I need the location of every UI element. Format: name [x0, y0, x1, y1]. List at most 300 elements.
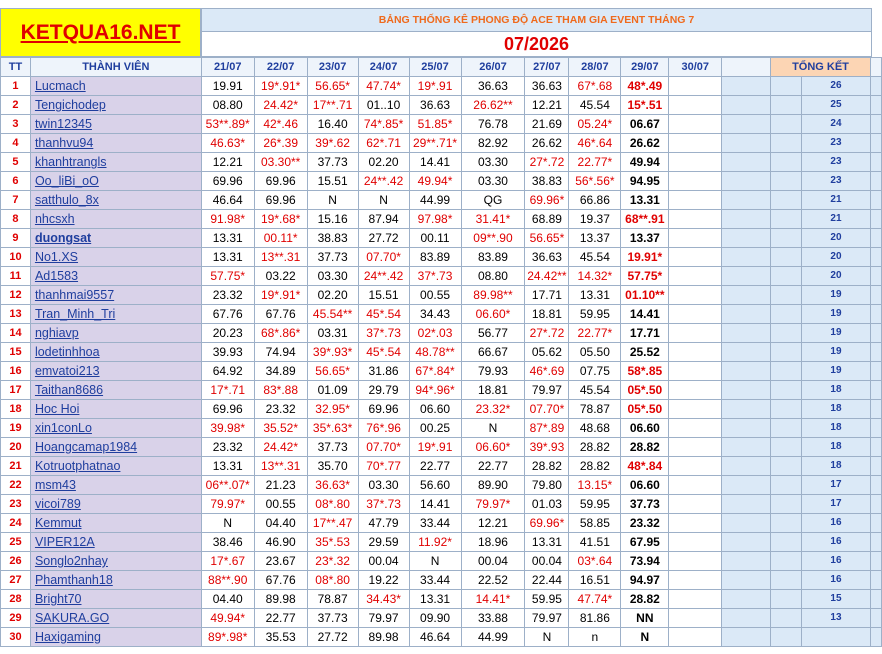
day-cell: 06.60: [621, 476, 669, 495]
day-cell: 17*.67: [201, 552, 254, 571]
header-member: THÀNH VIÊN: [30, 58, 201, 77]
gap-cell-end: [870, 115, 881, 134]
day-cell: 33.44: [409, 571, 461, 590]
gap-cell: [722, 362, 771, 381]
day-cell: [669, 476, 722, 495]
day-cell: 18.81: [525, 305, 569, 324]
row-number: 24: [1, 514, 31, 533]
gap-cell: [722, 77, 771, 96]
gap-cell: [722, 153, 771, 172]
table-row: [1, 267, 882, 286]
row-number: 22: [1, 476, 31, 495]
day-cell: 08.80: [461, 267, 525, 286]
day-cell: 37*.73: [358, 324, 409, 343]
day-cell: 01.09: [307, 381, 358, 400]
member-link[interactable]: Lucmach: [34, 79, 86, 93]
day-cell: 69.96: [201, 400, 254, 419]
day-cell: 68.89: [525, 210, 569, 229]
day-cell: 37.73: [307, 438, 358, 457]
day-cell: [669, 286, 722, 305]
day-cell: 01.10**: [621, 286, 669, 305]
day-cell: 57.75*: [201, 267, 254, 286]
total-score: 13: [802, 609, 871, 628]
day-cell: 59.95: [569, 495, 621, 514]
day-cell: 08*.80: [307, 495, 358, 514]
blank-cell: [771, 476, 802, 495]
table-row: [1, 533, 882, 552]
blank-cell: [771, 153, 802, 172]
day-cell: 57.75*: [621, 267, 669, 286]
day-cell: [669, 343, 722, 362]
row-number: 21: [1, 457, 31, 476]
gap-cell: [722, 229, 771, 248]
day-cell: 17*.71: [201, 381, 254, 400]
day-cell: 59.95: [525, 590, 569, 609]
member-cell: [30, 628, 201, 647]
row-number: 28: [1, 590, 31, 609]
member-link[interactable]: Tran_Minh_Tri: [34, 307, 116, 321]
member-cell: [30, 134, 201, 153]
day-cell: 89.98: [358, 628, 409, 647]
gap-cell: [722, 191, 771, 210]
table-row: [1, 457, 882, 476]
member-link[interactable]: Hoc Hoi: [34, 402, 80, 416]
day-cell: 89*.98*: [201, 628, 254, 647]
day-cell: 06.67: [621, 115, 669, 134]
day-cell: 87*.89: [525, 419, 569, 438]
blank-cell: [771, 115, 802, 134]
day-cell: 19.91: [201, 77, 254, 96]
day-cell: 48*.49: [621, 77, 669, 96]
day-cell: 13.31: [201, 457, 254, 476]
day-cell: 47.74*: [358, 77, 409, 96]
gap-cell-end: [870, 362, 881, 381]
total-score: 21: [802, 191, 871, 210]
day-cell: 19*.91: [409, 438, 461, 457]
member-link[interactable]: Bright70: [34, 592, 82, 606]
day-cell: 81.86: [569, 609, 621, 628]
blank-cell: [771, 267, 802, 286]
day-cell: 00.55: [409, 286, 461, 305]
stats-table: [0, 57, 882, 647]
day-cell: 83.89: [409, 248, 461, 267]
member-link[interactable]: twin12345: [34, 117, 92, 131]
member-link[interactable]: Kotruotphatnao: [34, 459, 121, 473]
member-link[interactable]: xin1conLo: [34, 421, 92, 435]
member-link[interactable]: Taithan8686: [34, 383, 104, 397]
member-link[interactable]: msm43: [34, 478, 76, 492]
day-cell: 34.89: [254, 362, 307, 381]
gap-cell-end: [870, 286, 881, 305]
gap-cell-end: [870, 77, 881, 96]
total-score: 19: [802, 362, 871, 381]
day-cell: 37*.73: [358, 495, 409, 514]
gap-cell: [722, 115, 771, 134]
table-row: [1, 552, 882, 571]
day-cell: 97.98*: [409, 210, 461, 229]
table-row: [1, 514, 882, 533]
gap-cell: [722, 286, 771, 305]
member-link[interactable]: VIPER12A: [34, 535, 95, 549]
day-cell: 15*.51: [621, 96, 669, 115]
day-cell: N: [201, 514, 254, 533]
day-cell: 16.51: [569, 571, 621, 590]
gap-cell: [722, 134, 771, 153]
blank-cell: [771, 571, 802, 590]
day-cell: 39*.93*: [307, 343, 358, 362]
member-cell: [30, 495, 201, 514]
day-cell: 94.97: [621, 571, 669, 590]
day-cell: [669, 400, 722, 419]
day-cell: 23.32: [201, 438, 254, 457]
gap-cell-end: [870, 400, 881, 419]
day-cell: 39*.62: [307, 134, 358, 153]
total-score: 19: [802, 305, 871, 324]
total-score: 17: [802, 495, 871, 514]
day-cell: 35*.53: [307, 533, 358, 552]
day-cell: 07.70*: [358, 438, 409, 457]
gap-cell-end: [870, 191, 881, 210]
day-cell: 89.90: [461, 476, 525, 495]
day-cell: 26.62: [525, 134, 569, 153]
total-score: [802, 628, 871, 647]
row-number: 12: [1, 286, 31, 305]
day-cell: 19*.68*: [254, 210, 307, 229]
member-link[interactable]: vicoi789: [34, 497, 81, 511]
total-score: 18: [802, 381, 871, 400]
member-link[interactable]: satthulo_8x: [34, 193, 99, 207]
row-number: 18: [1, 400, 31, 419]
member-link[interactable]: nhcsxh: [34, 212, 75, 226]
day-cell: 70*.77: [358, 457, 409, 476]
blank-cell: [771, 77, 802, 96]
gap-cell: [722, 590, 771, 609]
day-cell: 39.93: [201, 343, 254, 362]
table-row: [1, 495, 882, 514]
day-cell: 58.85: [569, 514, 621, 533]
day-cell: [669, 419, 722, 438]
day-cell: 03.31: [307, 324, 358, 343]
gap-cell-end: [870, 324, 881, 343]
gap-cell-end: [870, 628, 881, 647]
day-cell: 18.81: [461, 381, 525, 400]
day-cell: [669, 96, 722, 115]
gap-cell-end: [870, 438, 881, 457]
blank-cell: [771, 210, 802, 229]
day-cell: 13.37: [621, 229, 669, 248]
day-cell: 14.41: [409, 495, 461, 514]
day-cell: 15.16: [307, 210, 358, 229]
day-cell: 19*.91*: [254, 286, 307, 305]
gap-cell-end: [870, 248, 881, 267]
day-cell: 62*.71: [358, 134, 409, 153]
day-cell: 68*.86*: [254, 324, 307, 343]
member-link[interactable]: Oo_liBi_oO: [34, 174, 99, 188]
day-cell: 67.76: [201, 305, 254, 324]
day-cell: [669, 172, 722, 191]
gap-cell: [722, 343, 771, 362]
header-date: 27/07: [525, 58, 569, 77]
day-cell: 03.22: [254, 267, 307, 286]
day-cell: 19*.91: [409, 77, 461, 96]
day-cell: 24.42*: [254, 438, 307, 457]
site-logo[interactable]: [0, 8, 201, 57]
day-cell: 38.83: [525, 172, 569, 191]
day-cell: 56.65*: [307, 362, 358, 381]
day-cell: 14.41: [409, 153, 461, 172]
day-cell: 79.93: [461, 362, 525, 381]
row-number: 17: [1, 381, 31, 400]
row-number: 2: [1, 96, 31, 115]
gap-cell-end: [870, 571, 881, 590]
total-score: 18: [802, 457, 871, 476]
day-cell: 21.23: [254, 476, 307, 495]
day-cell: 22.77: [254, 609, 307, 628]
day-cell: 56.65*: [307, 77, 358, 96]
day-cell: 64.92: [201, 362, 254, 381]
total-score: 18: [802, 419, 871, 438]
header-date: 23/07: [307, 58, 358, 77]
header-date: 22/07: [254, 58, 307, 77]
total-score: 21: [802, 210, 871, 229]
day-cell: 17**.47: [307, 514, 358, 533]
table-row: [1, 248, 882, 267]
day-cell: 36.63*: [307, 476, 358, 495]
row-number: 20: [1, 438, 31, 457]
table-row: [1, 400, 882, 419]
day-cell: 13.37: [569, 229, 621, 248]
logo-text[interactable]: KETQUA16.NET: [20, 20, 181, 44]
day-cell: 15.51: [307, 172, 358, 191]
table-row: [1, 191, 882, 210]
gap-cell-end: [870, 609, 881, 628]
day-cell: 39*.93: [525, 438, 569, 457]
gap-cell-end: [870, 552, 881, 571]
total-score: 23: [802, 134, 871, 153]
blank-cell: [771, 191, 802, 210]
member-link[interactable]: Songlo2nhay: [34, 554, 108, 568]
day-cell: 19.91*: [621, 248, 669, 267]
blank-cell: [771, 134, 802, 153]
row-number: 4: [1, 134, 31, 153]
day-cell: 76.78: [461, 115, 525, 134]
gap-cell: [722, 324, 771, 343]
day-cell: 26.62: [621, 134, 669, 153]
day-cell: 14.41*: [461, 590, 525, 609]
day-cell: 06.60*: [461, 305, 525, 324]
gap-cell-end: [870, 495, 881, 514]
day-cell: 79.80: [525, 476, 569, 495]
day-cell: 29.79: [358, 381, 409, 400]
member-link[interactable]: thanhvu94: [34, 136, 94, 150]
day-cell: 04.40: [254, 514, 307, 533]
day-cell: 48.78**: [409, 343, 461, 362]
member-link[interactable]: Kemmut: [34, 516, 82, 530]
day-cell: 36.63: [525, 248, 569, 267]
day-cell: [669, 229, 722, 248]
gap-cell: [722, 400, 771, 419]
day-cell: [669, 514, 722, 533]
row-number: 13: [1, 305, 31, 324]
day-cell: 49.94*: [201, 609, 254, 628]
table-row: [1, 77, 882, 96]
day-cell: [669, 381, 722, 400]
gap-cell-end: [870, 267, 881, 286]
day-cell: 35*.63*: [307, 419, 358, 438]
day-cell: 08.80: [201, 96, 254, 115]
day-cell: [669, 571, 722, 590]
row-number: 26: [1, 552, 31, 571]
day-cell: 14.32*: [569, 267, 621, 286]
day-cell: 69.96*: [525, 514, 569, 533]
blank-cell: [771, 286, 802, 305]
gap-cell: [722, 457, 771, 476]
member-link[interactable]: duongsat: [34, 231, 92, 245]
blank-cell: [771, 457, 802, 476]
member-link[interactable]: Ad1583: [34, 269, 79, 283]
day-cell: 01..10: [358, 96, 409, 115]
day-cell: 12.21: [525, 96, 569, 115]
member-cell: [30, 552, 201, 571]
total-score: 25: [802, 96, 871, 115]
gap-cell-end: [870, 476, 881, 495]
member-cell: [30, 571, 201, 590]
day-cell: 89.98: [254, 590, 307, 609]
gap-cell: [722, 571, 771, 590]
day-cell: 47.74*: [569, 590, 621, 609]
gap-cell-end: [870, 153, 881, 172]
day-cell: 79.97: [525, 381, 569, 400]
day-cell: 22.77: [461, 457, 525, 476]
day-cell: 48.68: [569, 419, 621, 438]
day-cell: 37.73: [307, 153, 358, 172]
day-cell: 88**.90: [201, 571, 254, 590]
member-link[interactable]: khanhtrangls: [34, 155, 107, 169]
day-cell: 56*.56*: [569, 172, 621, 191]
day-cell: 05.62: [525, 343, 569, 362]
day-cell: 19*.91*: [254, 77, 307, 96]
day-cell: 28.82: [621, 438, 669, 457]
member-cell: [30, 533, 201, 552]
day-cell: 46.64: [409, 628, 461, 647]
member-cell: [30, 457, 201, 476]
member-link[interactable]: Hoangcamap1984: [34, 440, 138, 454]
blank-cell: [771, 495, 802, 514]
member-cell: [30, 343, 201, 362]
day-cell: 41.51: [569, 533, 621, 552]
day-cell: 05*.50: [621, 381, 669, 400]
gap-cell: [722, 476, 771, 495]
total-score: 23: [802, 153, 871, 172]
member-link[interactable]: emvatoi213: [34, 364, 100, 378]
row-number: 5: [1, 153, 31, 172]
day-cell: 26.62**: [461, 96, 525, 115]
member-link[interactable]: Tengichodep: [34, 98, 106, 112]
day-cell: 21.69: [525, 115, 569, 134]
row-number: 6: [1, 172, 31, 191]
member-link[interactable]: No1.XS: [34, 250, 79, 264]
day-cell: 31.41*: [461, 210, 525, 229]
member-cell: [30, 191, 201, 210]
member-cell: [30, 77, 201, 96]
member-link[interactable]: Haxigaming: [34, 630, 101, 644]
member-cell: [30, 305, 201, 324]
day-cell: 39.98*: [201, 419, 254, 438]
gap-cell-end: [870, 305, 881, 324]
blank-cell: [771, 419, 802, 438]
table-row: [1, 419, 882, 438]
day-cell: 67.76: [254, 571, 307, 590]
day-cell: [669, 153, 722, 172]
gap-cell: [722, 419, 771, 438]
day-cell: 03*.64: [569, 552, 621, 571]
day-cell: 17.71: [621, 324, 669, 343]
total-score: 24: [802, 115, 871, 134]
day-cell: 13.31: [201, 229, 254, 248]
blank-cell: [771, 324, 802, 343]
day-cell: 38.83: [307, 229, 358, 248]
table-row: [1, 381, 882, 400]
day-cell: [669, 495, 722, 514]
member-link[interactable]: thanhmai9557: [34, 288, 115, 302]
row-number: 29: [1, 609, 31, 628]
blank-cell: [771, 362, 802, 381]
day-cell: 87.94: [358, 210, 409, 229]
row-number: 8: [1, 210, 31, 229]
member-cell: [30, 476, 201, 495]
member-link[interactable]: lodetinhhoa: [34, 345, 100, 359]
day-cell: 58*.85: [621, 362, 669, 381]
day-cell: 07.70*: [525, 400, 569, 419]
member-link[interactable]: nghiavp: [34, 326, 79, 340]
total-score: 19: [802, 324, 871, 343]
day-cell: 11.92*: [409, 533, 461, 552]
day-cell: 33.88: [461, 609, 525, 628]
blank-cell: [771, 96, 802, 115]
total-score: 19: [802, 343, 871, 362]
day-cell: 00.04: [358, 552, 409, 571]
gap-cell-end: [870, 172, 881, 191]
blank-cell: [771, 438, 802, 457]
day-cell: 34.43*: [358, 590, 409, 609]
member-cell: [30, 590, 201, 609]
member-link[interactable]: Phamthanh18: [34, 573, 113, 587]
day-cell: 00.55: [254, 495, 307, 514]
day-cell: 37.73: [621, 495, 669, 514]
gap-cell: [722, 609, 771, 628]
day-cell: 25.52: [621, 343, 669, 362]
day-cell: [669, 115, 722, 134]
blank-cell: [771, 552, 802, 571]
gap-cell-end: [870, 229, 881, 248]
day-cell: NN: [621, 609, 669, 628]
row-number: 1: [1, 77, 31, 96]
member-link[interactable]: SAKURA.GO: [34, 611, 110, 625]
day-cell: [669, 533, 722, 552]
table-row: [1, 628, 882, 647]
day-cell: 17.71: [525, 286, 569, 305]
total-score: 16: [802, 571, 871, 590]
day-cell: 44.99: [461, 628, 525, 647]
sheet-title: BẢNG THỐNG KÊ PHONG ĐỘ ACE THAM GIA EVENT THÁNG 7: [201, 8, 872, 32]
header-date: 24/07: [358, 58, 409, 77]
day-cell: 27.72: [358, 229, 409, 248]
day-cell: 69.96: [254, 172, 307, 191]
gap-cell-end: [870, 343, 881, 362]
day-cell: 13.31: [621, 191, 669, 210]
member-cell: [30, 115, 201, 134]
day-cell: [669, 324, 722, 343]
